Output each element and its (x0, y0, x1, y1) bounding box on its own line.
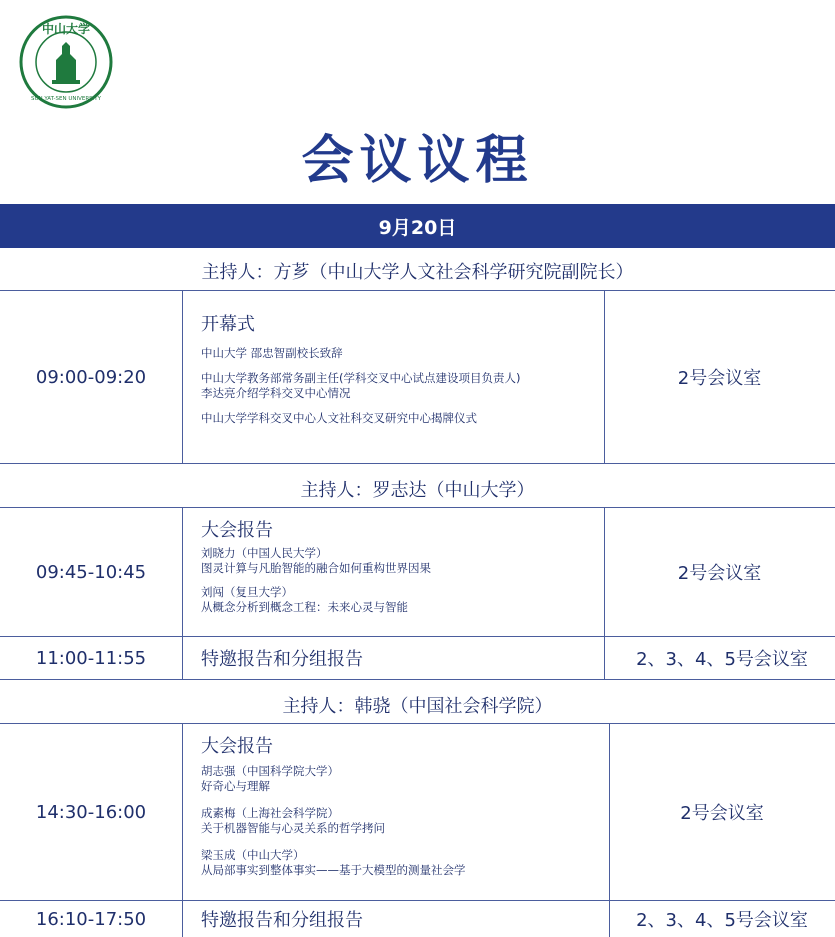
session-4-title: 大会报告 (201, 736, 273, 757)
session-5-room: 2、3、4、5号会议室 (636, 910, 808, 931)
session-4-line: 梁玉成（中山大学） (201, 848, 305, 862)
session-2-line: 从概念分析到概念工程：未来心灵与智能 (201, 600, 408, 614)
session-2-line: 刘闯（复旦大学） (201, 585, 293, 599)
session-1-line: 中山大学教务部常务副主任(学科交叉中心试点建设项目负责人) (201, 371, 521, 385)
session-3-time: 11:00-11:55 (35, 647, 147, 669)
date-label: 9月20日 (378, 216, 457, 239)
column-divider (604, 636, 605, 679)
session-2-title: 大会报告 (201, 520, 273, 541)
session-1-line: 中山大学 邵忠智副校长致辞 (201, 346, 343, 360)
session-4-content (201, 736, 601, 878)
session-4-room: 2号会议室 (680, 803, 764, 824)
session-4-line: 好奇心与理解 (201, 779, 270, 793)
host-2: 主持人：罗志达（中山大学） (300, 480, 535, 501)
logo-ring-text: SUN YAT-SEN UNIVERSITY (31, 96, 101, 102)
session-1-line: 李达亮介绍学科交叉中心情况 (201, 386, 351, 400)
session-5-title: 特邀报告和分组报告 (201, 910, 363, 931)
session-4-line: 关于机器智能与心灵关系的哲学拷问 (201, 821, 385, 835)
column-divider (609, 723, 610, 900)
session-4-line: 从局部事实到整体事实——基于大模型的测量社会学 (201, 863, 466, 877)
column-divider (609, 900, 610, 937)
session-2-time: 09:45-10:45 (35, 561, 147, 583)
column-divider (182, 636, 183, 679)
divider (0, 679, 835, 680)
session-1-time: 09:00-09:20 (35, 366, 147, 388)
column-divider (604, 290, 605, 463)
university-logo (18, 14, 114, 110)
session-1-title: 开幕式 (201, 314, 255, 335)
session-2-line: 图灵计算与凡胎智能的融合如何重构世界因果 (201, 561, 431, 575)
session-2-room: 2号会议室 (677, 563, 762, 584)
host-1: 主持人：方芗（中山大学人文社会科学研究院副院长） (201, 262, 634, 283)
session-4-time: 14:30-16:00 (35, 801, 147, 823)
column-divider (182, 900, 183, 937)
session-4-line: 成素梅（上海社会科学院） (201, 806, 339, 820)
host-3: 主持人：韩骁（中国社会科学院） (282, 696, 553, 717)
logo-text: 中山大学 (41, 22, 91, 36)
session-2-line: 刘晓力（中国人民大学） (201, 546, 328, 560)
session-3-room: 2、3、4、5号会议室 (636, 649, 808, 670)
divider (0, 463, 835, 464)
session-2-content (201, 520, 601, 615)
column-divider (182, 723, 183, 900)
column-divider (182, 507, 183, 636)
session-5-time: 16:10-17:50 (35, 908, 147, 930)
column-divider (182, 290, 183, 463)
date-bar (0, 204, 835, 248)
session-3-title: 特邀报告和分组报告 (201, 649, 363, 670)
session-1-room: 2号会议室 (677, 368, 762, 389)
session-1-content (201, 314, 601, 426)
session-4-line: 胡志强（中国科学院大学） (201, 764, 339, 778)
column-divider (604, 507, 605, 636)
page-title: 会议议程 (301, 131, 534, 191)
session-1-line: 中山大学学科交叉中心人文社科交叉研究中心揭牌仪式 (201, 411, 477, 425)
